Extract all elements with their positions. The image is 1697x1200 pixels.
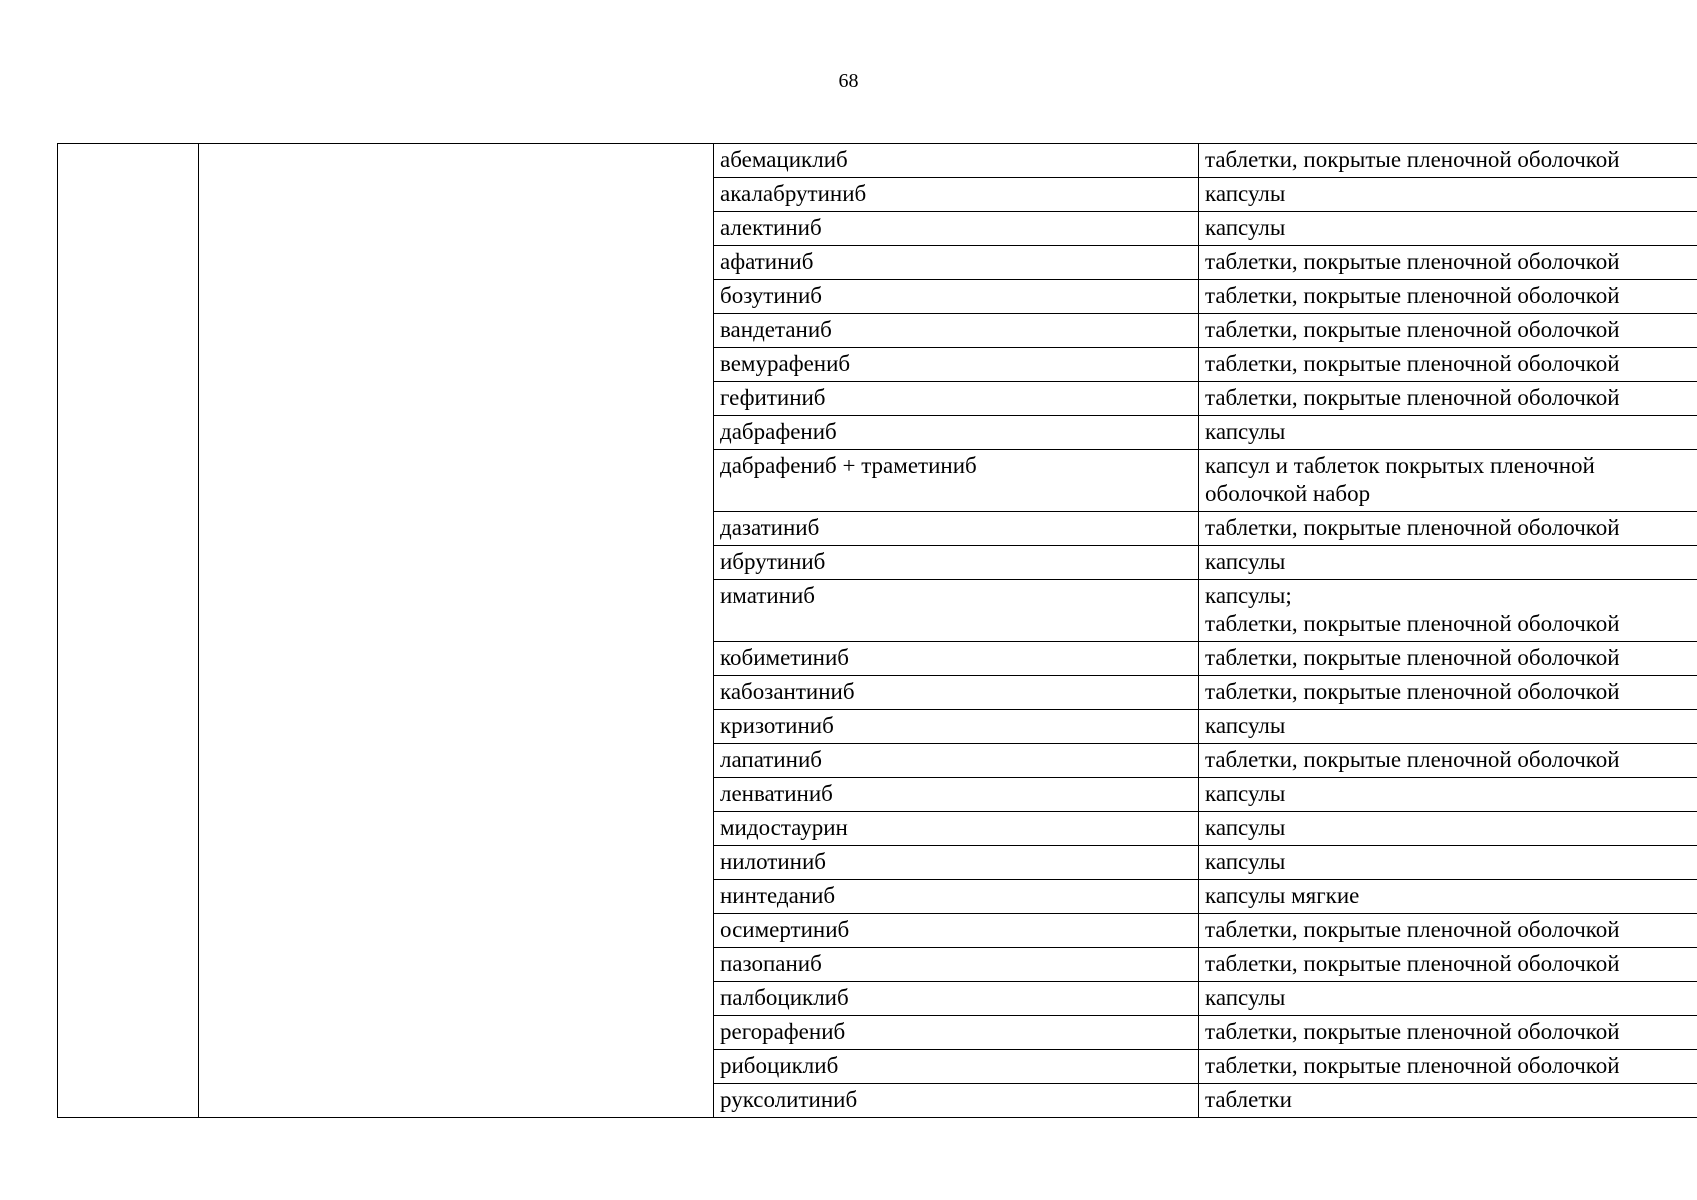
- drug-name-cell: кризотиниб: [714, 710, 1199, 744]
- drug-name-cell: вандетаниб: [714, 314, 1199, 348]
- dosage-form-cell: [1199, 982, 1697, 1016]
- drug-name-cell: палбоциклиб: [714, 982, 1199, 1016]
- drug-name-cell: нинтеданиб: [714, 880, 1199, 914]
- dosage-form-text: таблетки, покрытые пленочной оболочкой: [1205, 249, 1620, 274]
- page-number: 68: [838, 70, 859, 92]
- dosage-form-text: капсулы: [1205, 849, 1286, 874]
- drug-name-cell: бозутиниб: [714, 280, 1199, 314]
- dosage-form-cell: [1199, 948, 1697, 982]
- drug-name-cell: осимертиниб: [714, 914, 1199, 948]
- dosage-form-cell: [1199, 314, 1697, 348]
- dosage-form-text: капсулы: [1205, 815, 1286, 840]
- drug-name-cell: дабрафениб: [714, 416, 1199, 450]
- dosage-form-text: таблетки, покрытые пленочной оболочкой: [1205, 147, 1620, 172]
- drug-name-cell: пазопаниб: [714, 948, 1199, 982]
- drug-name-cell: дазатиниб: [714, 512, 1199, 546]
- table-row: [58, 144, 1697, 178]
- drug-name-cell: гефитиниб: [714, 382, 1199, 416]
- dosage-form-cell: [1199, 450, 1697, 512]
- dosage-form-text: капсулы;: [1205, 583, 1292, 608]
- dosage-form-cell: [1199, 778, 1697, 812]
- dosage-form-text: капсулы: [1205, 985, 1286, 1010]
- dosage-form-cell: [1199, 846, 1697, 880]
- dosage-form-text: таблетки, покрытые пленочной оболочкой: [1205, 1019, 1620, 1044]
- drug-table: [57, 143, 1697, 1118]
- dosage-form-cell: [1199, 710, 1697, 744]
- group-name-cell: [199, 144, 714, 1118]
- drug-name-cell: вемурафениб: [714, 348, 1199, 382]
- drug-name-cell: абемациклиб: [714, 144, 1199, 178]
- dosage-form-text: капсулы мягкие: [1205, 883, 1360, 908]
- drug-name-cell: алектиниб: [714, 212, 1199, 246]
- dosage-form-cell: [1199, 1050, 1697, 1084]
- dosage-form-cell: [1199, 1016, 1697, 1050]
- dosage-form-text: таблетки, покрытые пленочной оболочкой: [1205, 283, 1620, 308]
- dosage-form-cell: [1199, 812, 1697, 846]
- dosage-form-text: капсулы: [1205, 215, 1286, 240]
- dosage-form-text: таблетки, покрытые пленочной оболочкой: [1205, 515, 1620, 540]
- drug-name-cell: рибоциклиб: [714, 1050, 1199, 1084]
- dosage-form-cell: [1199, 348, 1697, 382]
- dosage-form-text: капсулы: [1205, 781, 1286, 806]
- dosage-form-cell: [1199, 642, 1697, 676]
- dosage-form-text: капсулы: [1205, 419, 1286, 444]
- dosage-form-cell: [1199, 1084, 1697, 1118]
- dosage-form-text: капсул и таблеток покрытых пленочной оболочкой набор: [1205, 453, 1595, 506]
- code-cell: [58, 144, 199, 1118]
- dosage-form-text: таблетки, покрытые пленочной оболочкой: [1205, 645, 1620, 670]
- drug-name-cell: кобиметиниб: [714, 642, 1199, 676]
- dosage-form-text: капсулы: [1205, 713, 1286, 738]
- drug-name-cell: мидостаурин: [714, 812, 1199, 846]
- drug-name-cell: кабозантиниб: [714, 676, 1199, 710]
- dosage-form-text: таблетки, покрытые пленочной оболочкой: [1205, 747, 1620, 772]
- dosage-form-text: таблетки, покрытые пленочной оболочкой: [1205, 351, 1620, 376]
- dosage-form-cell: [1199, 580, 1697, 642]
- dosage-form-text: капсулы: [1205, 181, 1286, 206]
- dosage-form-cell: [1199, 416, 1697, 450]
- drug-name-cell: дабрафениб + траметиниб: [714, 450, 1199, 512]
- dosage-form-text: таблетки, покрытые пленочной оболочкой: [1205, 385, 1620, 410]
- dosage-form-cell: [1199, 914, 1697, 948]
- dosage-form-text: таблетки, покрытые пленочной оболочкой: [1205, 1053, 1620, 1078]
- drug-name-cell: ленватиниб: [714, 778, 1199, 812]
- drug-name-cell: афатиниб: [714, 246, 1199, 280]
- drug-name-cell: ибрутиниб: [714, 546, 1199, 580]
- dosage-form-text: таблетки, покрытые пленочной оболочкой: [1205, 951, 1620, 976]
- dosage-form-cell: [1199, 546, 1697, 580]
- dosage-form-cell: [1199, 880, 1697, 914]
- dosage-form-cell: [1199, 178, 1697, 212]
- dosage-form-cell: [1199, 382, 1697, 416]
- drug-name-cell: регорафениб: [714, 1016, 1199, 1050]
- dosage-form-text: таблетки, покрытые пленочной оболочкой: [1205, 317, 1620, 342]
- drug-name-cell: лапатиниб: [714, 744, 1199, 778]
- dosage-form-text: таблетки, покрытые пленочной оболочкой: [1205, 611, 1620, 636]
- dosage-form-cell: [1199, 512, 1697, 546]
- dosage-form-text: таблетки: [1205, 1087, 1292, 1112]
- dosage-form-cell: [1199, 212, 1697, 246]
- table-body: [58, 144, 1697, 1118]
- drug-name-cell: акалабрутиниб: [714, 178, 1199, 212]
- dosage-form-cell: [1199, 676, 1697, 710]
- dosage-form-cell: [1199, 280, 1697, 314]
- dosage-form-text: капсулы: [1205, 549, 1286, 574]
- dosage-form-cell: [1199, 246, 1697, 280]
- dosage-form-text: таблетки, покрытые пленочной оболочкой: [1205, 679, 1620, 704]
- drug-name-cell: руксолитиниб: [714, 1084, 1199, 1118]
- dosage-form-cell: [1199, 744, 1697, 778]
- dosage-form-text: таблетки, покрытые пленочной оболочкой: [1205, 917, 1620, 942]
- drug-name-cell: иматиниб: [714, 580, 1199, 642]
- drug-name-cell: нилотиниб: [714, 846, 1199, 880]
- dosage-form-cell: [1199, 144, 1697, 178]
